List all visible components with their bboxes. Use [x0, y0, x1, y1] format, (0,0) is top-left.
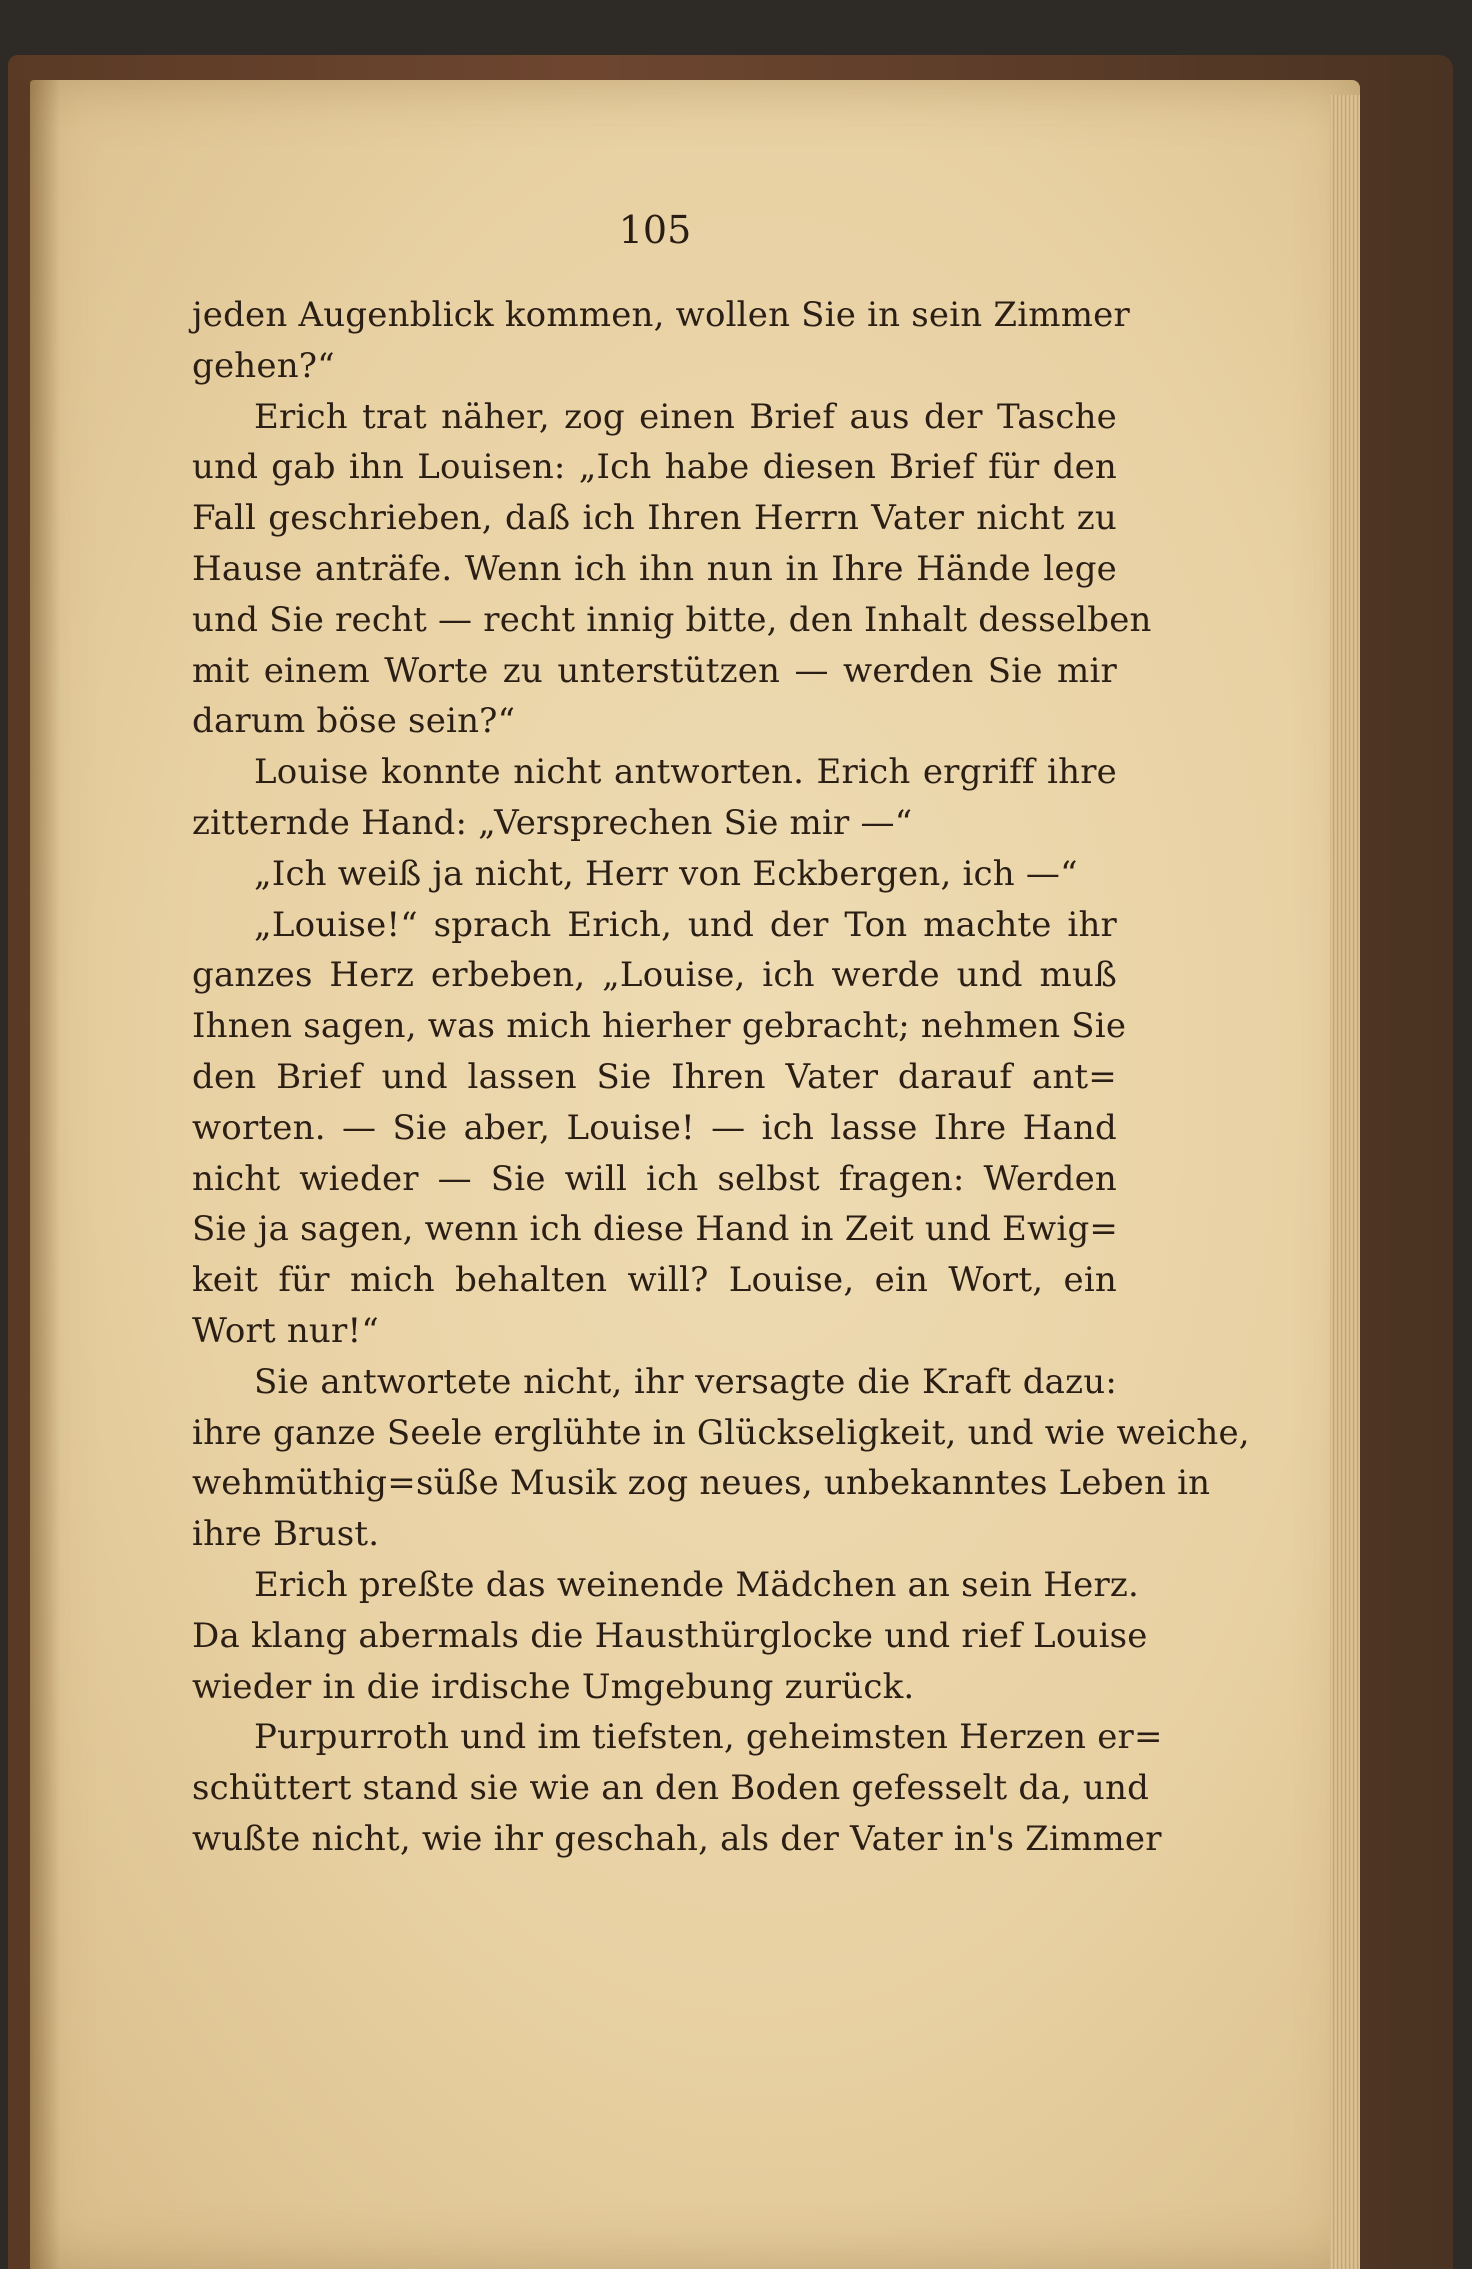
page-number: 105 — [618, 208, 692, 252]
text-line: und Sie recht — recht innig bitte, den Inhalt desselben — [192, 599, 1152, 640]
body-text — [192, 290, 1250, 1865]
text-line: ganzes Herz erbeben, „Louise, ich werde und muß — [192, 955, 1117, 996]
text-line: wußte nicht, wie ihr geschah, als der Vater in's Zimmer — [192, 1818, 1162, 1859]
spine-shadow — [30, 80, 60, 2269]
text-line: ihre Brust. — [192, 1514, 380, 1555]
text-line: Hause anträfe. Wenn ich ihn nun in Ihre Hände lege — [192, 548, 1117, 589]
text-line: „Louise!“ sprach Erich, und der Ton machte ihr — [254, 904, 1117, 945]
text-line: schüttert stand sie wie an den Boden gefesselt da, und — [192, 1768, 1150, 1809]
text-line: Ihnen sagen, was mich hierher gebracht; nehmen Sie — [192, 1006, 1127, 1047]
text-line: mit einem Worte zu unterstützen — werden Sie mir — [192, 650, 1117, 691]
text-line: Erich preßte das weinende Mädchen an sein Herz. — [254, 1564, 1140, 1605]
text-line: Da klang abermals die Hausthürglocke und rief Louise — [192, 1615, 1148, 1656]
text-line: worten. — Sie aber, Louise! — ich lasse Ihre Hand — [192, 1107, 1117, 1148]
text-line: wehmüthig=süße Musik zog neues, unbekanntes Leben in — [192, 1463, 1211, 1504]
text-line: gehen?“ — [192, 345, 335, 386]
text-line: darum böse sein?“ — [192, 701, 516, 742]
text-line: ihre ganze Seele erglühte in Glückseligkeit, und wie weiche, — [192, 1412, 1250, 1453]
text-line: keit für mich behalten will? Louise, ein Wort, ein — [192, 1260, 1117, 1301]
text-line: zitternde Hand: „Versprechen Sie mir —“ — [192, 802, 913, 843]
text-line: nicht wieder — Sie will ich selbst fragen: Werden — [192, 1158, 1117, 1199]
page-edges — [1330, 95, 1360, 2269]
text-line: „Ich weiß ja nicht, Herr von Eckbergen, ich —“ — [254, 853, 1078, 894]
text-line: Erich trat näher, zog einen Brief aus der Tasche — [254, 396, 1117, 437]
text-line: Sie antwortete nicht, ihr versagte die Kraft dazu: — [254, 1361, 1117, 1402]
text-line: jeden Augenblick kommen, wollen Sie in sein Zimmer — [192, 295, 1130, 335]
text-line: Fall geschrieben, daß ich Ihren Herrn Vater nicht zu — [192, 498, 1117, 539]
text-line: und gab ihn Louisen: „Ich habe diesen Brief für den — [192, 447, 1117, 488]
text-line: den Brief und lassen Sie Ihren Vater darauf ant= — [192, 1056, 1117, 1097]
text-line: Louise konnte nicht antworten. Erich ergriff ihre — [254, 752, 1117, 793]
text-line: Wort nur!“ — [192, 1310, 379, 1351]
text-line: wieder in die irdische Umgebung zurück. — [192, 1666, 915, 1707]
text-line: Sie ja sagen, wenn ich diese Hand in Zeit und Ewig= — [192, 1209, 1119, 1250]
text-line: Purpurroth und im tiefsten, geheimsten Herzen er= — [254, 1717, 1163, 1758]
